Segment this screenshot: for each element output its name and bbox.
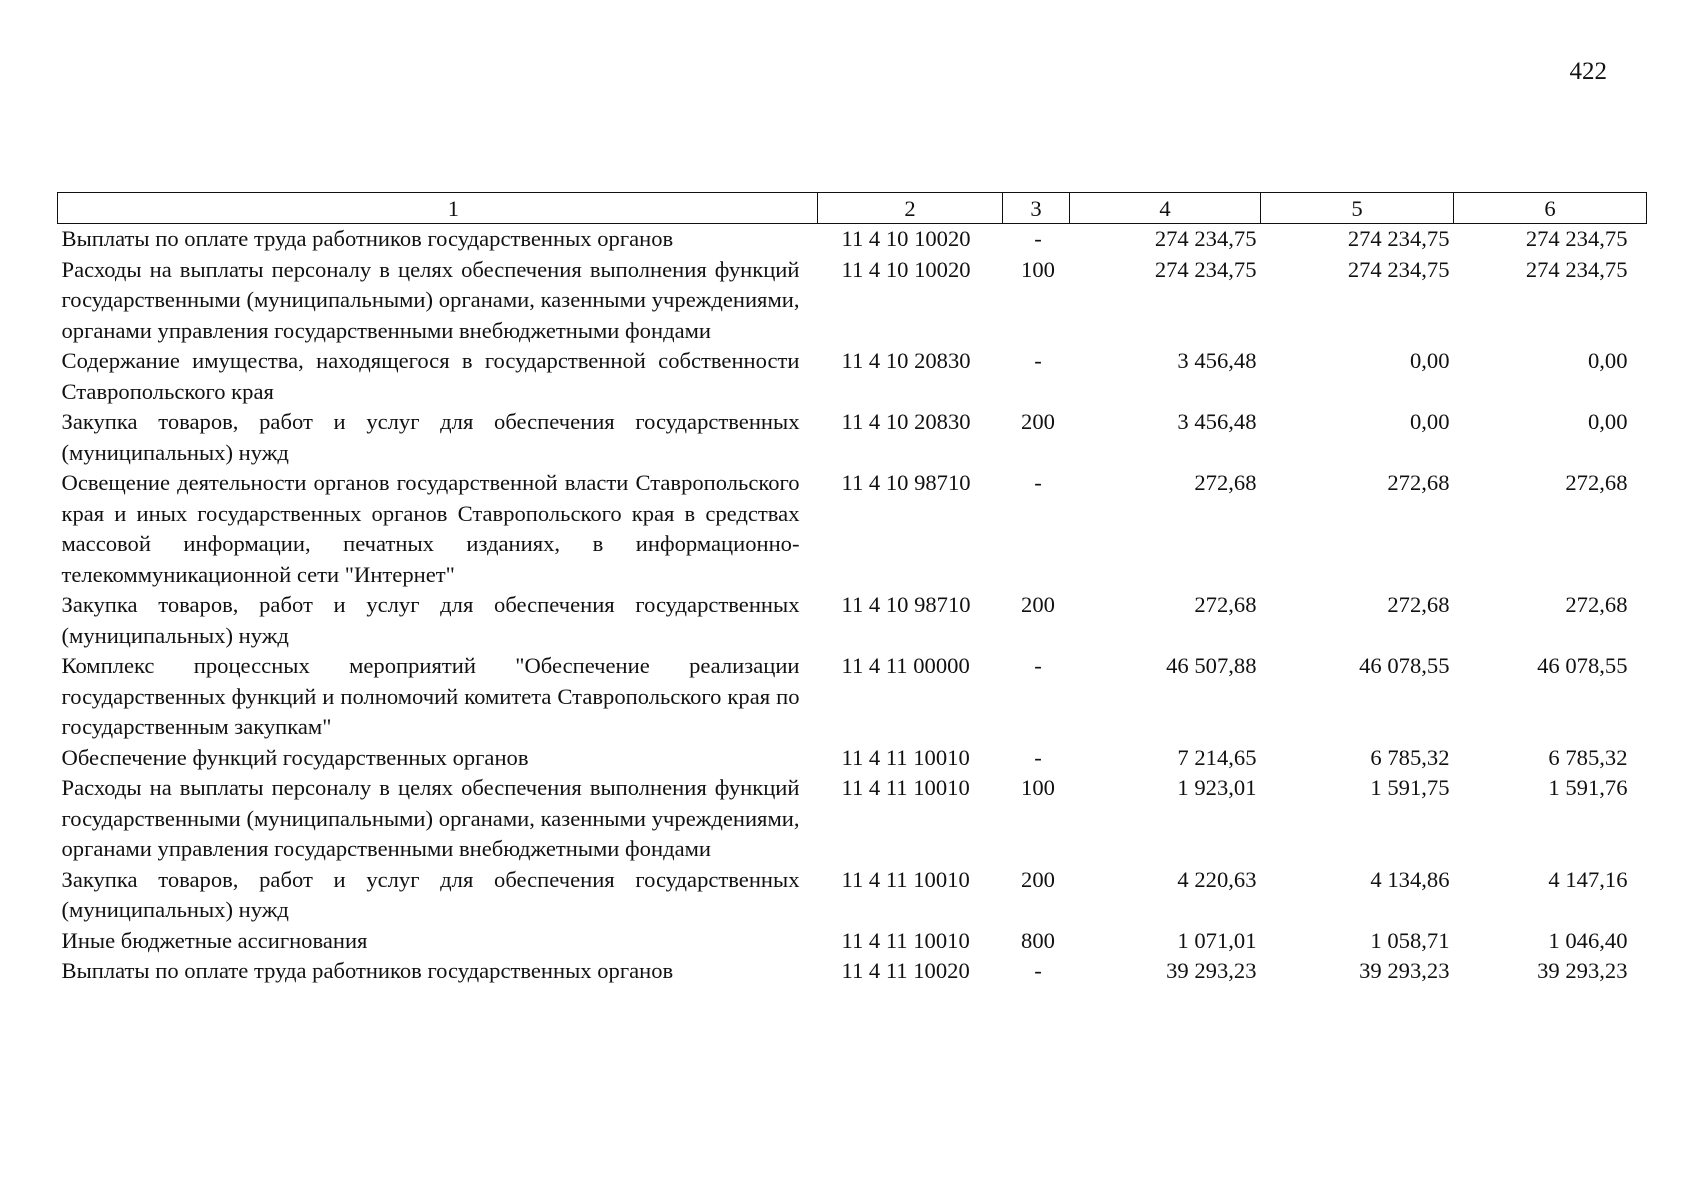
row-code: 11 4 11 10010 [841, 775, 970, 800]
table-row [58, 407, 1647, 468]
row-expense-type: - [1034, 226, 1042, 251]
row-value-col-6: 272,68 [1565, 592, 1628, 617]
row-code: 11 4 11 10010 [841, 927, 970, 953]
row-name: Закупка товаров, работ и услуг для обеспечения государственных (муниципальных) нужд [61, 409, 800, 465]
row-value-col-5: 274 234,75 [1347, 226, 1450, 251]
header-col-5: 5 [1261, 193, 1454, 224]
row-code: 11 4 11 10020 [841, 958, 970, 983]
row-value-col-6: 6 785,32 [1548, 744, 1628, 770]
table-row [58, 590, 1647, 651]
row-name: Обеспечение функций государственных органов [61, 744, 529, 770]
row-name: Закупка товаров, работ и услуг для обеспечения государственных (муниципальных) нужд [61, 592, 800, 648]
row-value-col-5: 274 234,75 [1347, 256, 1450, 282]
row-name: Иные бюджетные ассигнования [61, 927, 368, 953]
row-value-col-4: 7 214,65 [1177, 744, 1257, 770]
row-value-col-6: 1 046,40 [1548, 927, 1628, 953]
row-value-col-6: 1 591,76 [1548, 775, 1628, 800]
row-value-col-4: 4 220,63 [1177, 866, 1257, 892]
row-code: 11 4 10 20830 [841, 348, 971, 373]
row-value-col-4: 46 507,88 [1166, 653, 1257, 678]
row-value-col-6: 4 147,16 [1548, 866, 1628, 892]
row-expense-type: 200 [1021, 592, 1055, 617]
row-value-col-4: 274 234,75 [1154, 256, 1257, 282]
row-name: Выплаты по оплате труда работников государственных органов [61, 958, 674, 983]
row-value-col-6: 0,00 [1587, 409, 1628, 434]
row-value-col-6: 46 078,55 [1537, 653, 1628, 678]
table-row [58, 865, 1647, 926]
row-value-col-4: 272,68 [1194, 470, 1257, 495]
row-name: Комплекс процессных мероприятий "Обеспечение реализации государственных функций и полномочий комитета Ставропольского края по государственным закупкам" [61, 653, 800, 739]
header-row [58, 193, 1647, 224]
row-expense-type: - [1034, 653, 1042, 678]
header-col-2: 2 [818, 193, 1003, 224]
row-name: Освещение деятельности органов государственной власти Ставропольского края и иных государственных органов Ставропольского края в средствах массовой информации, печатных изданиях, в информационно-телекоммуникационной сети "Интернет" [61, 470, 800, 587]
row-name: Расходы на выплаты персоналу в целях обеспечения выполнения функций государственными (муниципальными) органами, казенными учреждениями, органами управления государственными внебюджетными фондами [61, 775, 800, 861]
page-number: 422 [1569, 58, 1607, 85]
row-code: 11 4 11 10010 [841, 744, 970, 770]
table-row [58, 255, 1647, 347]
header-col-4: 4 [1070, 193, 1261, 224]
row-expense-type: - [1034, 470, 1042, 495]
table-body [58, 224, 1647, 987]
row-expense-type: - [1034, 958, 1042, 983]
row-code: 11 4 10 10020 [841, 256, 971, 282]
row-expense-type: 200 [1021, 409, 1055, 434]
header-col-1: 1 [58, 193, 818, 224]
row-value-col-4: 1 923,01 [1177, 775, 1257, 800]
row-value-col-6: 274 234,75 [1525, 226, 1628, 251]
row-name: Содержание имущества, находящегося в государственной собственности Ставропольского края [61, 348, 800, 404]
row-value-col-4: 1 071,01 [1177, 927, 1257, 953]
table-row [58, 224, 1647, 255]
row-code: 11 4 10 98710 [841, 592, 971, 617]
row-value-col-5: 1 591,75 [1370, 775, 1450, 800]
row-value-col-4: 3 456,48 [1177, 409, 1257, 434]
budget-table [57, 192, 1647, 987]
header-col-3: 3 [1003, 193, 1070, 224]
row-value-col-5: 0,00 [1409, 409, 1450, 434]
row-expense-type: 200 [1021, 866, 1055, 892]
row-value-col-5: 46 078,55 [1359, 653, 1450, 678]
row-value-col-4: 3 456,48 [1177, 348, 1257, 373]
row-value-col-4: 274 234,75 [1154, 226, 1257, 251]
row-value-col-4: 39 293,23 [1166, 958, 1257, 983]
table-row [58, 926, 1647, 957]
row-value-col-5: 1 058,71 [1370, 927, 1450, 953]
row-expense-type: 800 [1021, 927, 1055, 953]
row-expense-type: - [1034, 744, 1042, 770]
header-col-6: 6 [1454, 193, 1647, 224]
row-code: 11 4 10 98710 [841, 470, 971, 495]
row-name: Закупка товаров, работ и услуг для обеспечения государственных (муниципальных) нужд [61, 866, 800, 922]
row-value-col-6: 0,00 [1587, 348, 1628, 373]
row-value-col-5: 4 134,86 [1370, 866, 1450, 892]
table-row [58, 468, 1647, 590]
row-value-col-5: 0,00 [1409, 348, 1450, 373]
row-value-col-5: 272,68 [1387, 592, 1450, 617]
table-row [58, 956, 1647, 987]
row-value-col-6: 39 293,23 [1537, 958, 1628, 983]
row-value-col-6: 272,68 [1565, 470, 1628, 495]
table-row [58, 773, 1647, 865]
row-name: Расходы на выплаты персоналу в целях обеспечения выполнения функций государственными (муниципальными) органами, казенными учреждениями, органами управления государственными внебюджетными фондами [61, 256, 800, 343]
row-value-col-5: 6 785,32 [1370, 744, 1450, 770]
row-expense-type: 100 [1021, 775, 1055, 800]
row-expense-type: - [1034, 348, 1042, 373]
row-name: Выплаты по оплате труда работников государственных органов [61, 226, 674, 251]
row-value-col-4: 272,68 [1194, 592, 1257, 617]
row-expense-type: 100 [1021, 256, 1055, 282]
row-code: 11 4 10 20830 [841, 409, 971, 434]
row-code: 11 4 10 10020 [841, 226, 971, 251]
row-value-col-5: 272,68 [1387, 470, 1450, 495]
row-code: 11 4 11 10010 [841, 866, 970, 892]
table-row [58, 346, 1647, 407]
row-value-col-5: 39 293,23 [1359, 958, 1450, 983]
table-row [58, 651, 1647, 743]
row-code: 11 4 11 00000 [841, 653, 970, 678]
row-value-col-6: 274 234,75 [1525, 256, 1628, 282]
table-row [58, 743, 1647, 774]
